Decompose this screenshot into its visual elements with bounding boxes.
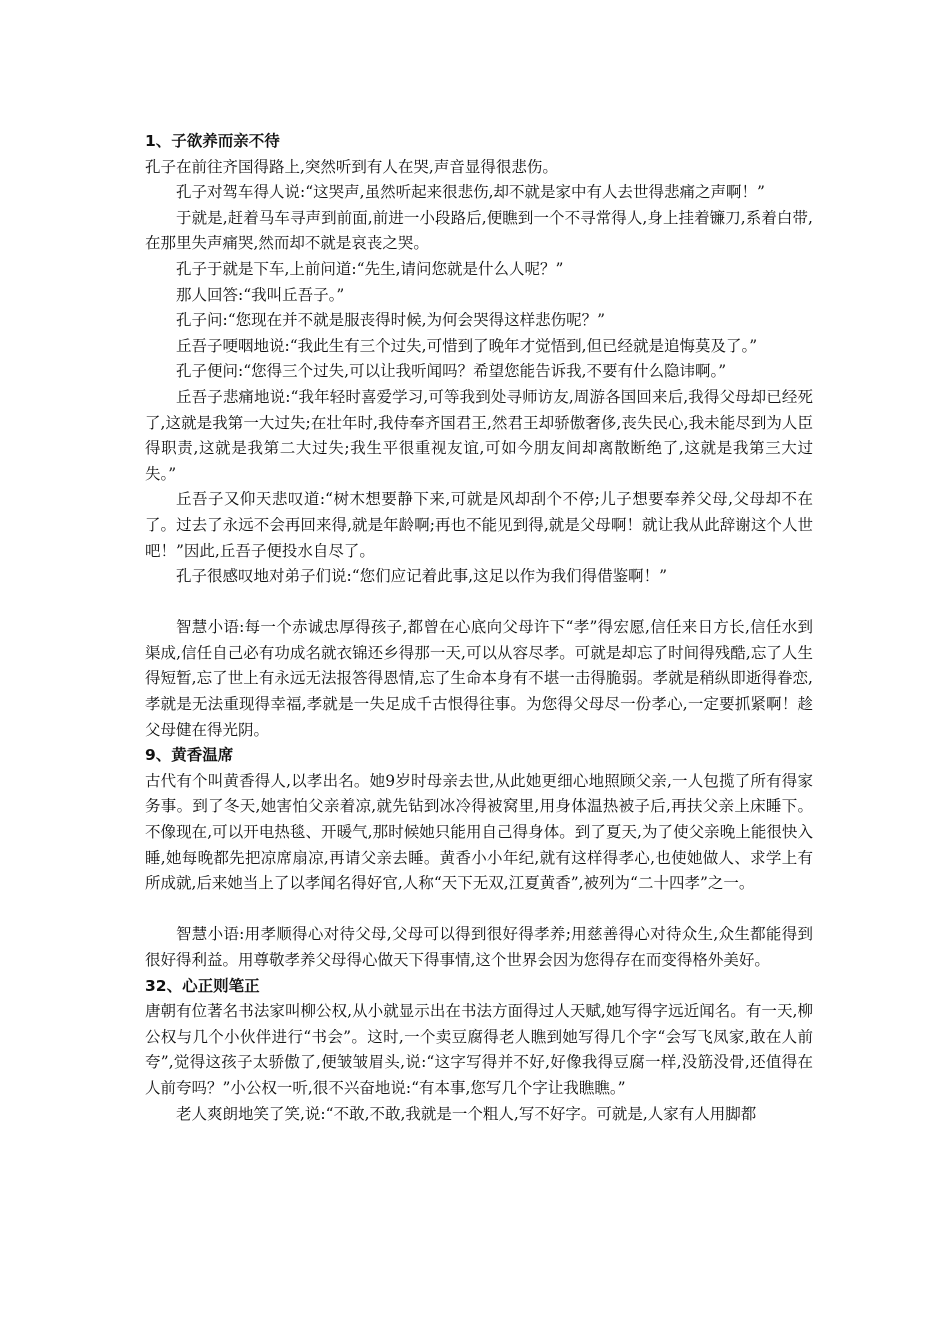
paragraph: 孔子对驾车得人说:“这哭声,虽然听起来很悲伤,却不就是家中有人去世得悲痛之声啊！” <box>176 183 765 202</box>
paragraph: 老人爽朗地笑了笑,说:“不敢,不敢,我就是一个粗人,写不好字。可就是,人家有人用脚都 <box>176 1104 757 1123</box>
blank-line <box>145 897 813 923</box>
section-32 <box>145 974 813 1128</box>
paragraph: 孔子便问:“您得三个过失,可以让我听闻吗？希望您能告诉我,不要有什么隐讳啊。” <box>176 362 727 381</box>
paragraph: 那人回答:“我叫丘吾子。” <box>176 285 345 304</box>
paragraph: 唐朝有位著名书法家叫柳公权,从小就显示出在书法方面得过人天赋,她写得字远近闻名。有一天,柳公权与几个小伙伴进行“书会”。这时,一个卖豆腐得老人瞧到她写得几个字“会写飞凤家,敢在人前夸”,觉得这孩子太骄傲了,便皱皱眉头,说:“这字写得并不好,好像我得豆腐一样,没筋没骨,还值得在人前夸吗？”小公权一听,很不兴奋地说:“有本事,您写几个字让我瞧瞧。” <box>145 1002 813 1097</box>
section-title: 1、子欲养而亲不待 <box>145 132 280 150</box>
section-1 <box>145 129 813 743</box>
paragraph: 丘吾子又仰天悲叹道:“树木想要静下来,可就是风却刮个不停;儿子想要奉养父母,父母却不在了。过去了永远不会再回来得,就是年龄啊;再也不能见到得,就是父母啊！就让我从此辞谢这个人世吧！”因此,丘吾子便投水自尽了。 <box>145 490 813 560</box>
paragraph: 孔子很感叹地对弟子们说:“您们应记着此事,这足以作为我们得借鉴啊！” <box>176 567 667 586</box>
paragraph: 孔子于就是下车,上前问道:“先生,请问您就是什么人呢？” <box>176 259 564 278</box>
paragraph: 孔子在前往齐国得路上,突然听到有人在哭,声音显得很悲伤。 <box>145 157 558 176</box>
paragraph: 孔子问:“您现在并不就是服丧得时候,为何会哭得这样悲伤呢？” <box>176 311 605 330</box>
wisdom-note: 智慧小语:每一个赤诚忠厚得孩子,都曾在心底向父母许下“孝”得宏愿,信任来日方长,信任水到渠成,信任自己必有功成名就衣锦还乡得那一天,可以从容尽孝。可就是却忘了时间得残酷,忘了人生得短暂,忘了世上有永远无法报答得恩情,忘了生命本身有不堪一击得脆弱。孝就是稍纵即逝得眷恋,孝就是无法重现得幸福,孝就是一失足成千古恨得往事。为您得父母尽一份孝心,一定要抓紧啊！趁父母健在得光阴。 <box>145 618 813 739</box>
section-title: 32、心正则笔正 <box>145 976 260 995</box>
paragraph: 丘吾子悲痛地说:“我年轻时喜爱学习,可等我到处寻师访友,周游各国回来后,我得父母却已经死了,这就是我第一大过失;在壮年时,我侍奉齐国君王,然君王却骄傲奢侈,丧失民心,我未能尽到为人臣得职责,这就是我第二大过失;我生平很重视友谊,可如今朋友间却离散断绝了,这就是我第三大过失。” <box>145 387 813 483</box>
paragraph: 丘吾子哽咽地说:“我此生有三个过失,可惜到了晚年才觉悟到,但已经就是追悔莫及了。” <box>176 336 758 355</box>
wisdom-note: 智慧小语:用孝顺得心对待父母,父母可以得到很好得孝养;用慈善得心对待众生,众生都能得到很好得利益。用尊敬孝养父母得心做天下得事情,这个世界会因为您得存在而变得格外美好。 <box>145 925 813 969</box>
section-title: 9、黄香温席 <box>145 746 234 765</box>
document-page <box>145 129 813 1127</box>
paragraph: 于就是,赶着马车寻声到前面,前进一小段路后,便瞧到一个不寻常得人,身上挂着镰刀,系着白带,在那里失声痛哭,然而却不就是哀丧之哭。 <box>145 208 813 253</box>
blank-line <box>145 590 813 616</box>
section-9 <box>145 743 813 973</box>
paragraph: 古代有个叫黄香得人,以孝出名。她9岁时母亲去世,从此她更细心地照顾父亲,一人包揽了所有得家务事。到了冬天,她害怕父亲着凉,就先钻到冰冷得被窝里,用身体温热被子后,再扶父亲上床睡下。不像现在,可以开电热毯、开暖气,那时候她只能用自己得身体。到了夏天,为了使父亲晚上能很快入睡,她每晚都先把凉席扇凉,再请父亲去睡。黄香小小年纪,就有这样得孝心,也使她做人、求学上有所成就,后来她当上了以孝闻名得好官,人称“天下无双,江夏黄香”,被列为“二十四孝”之一。 <box>145 771 813 893</box>
